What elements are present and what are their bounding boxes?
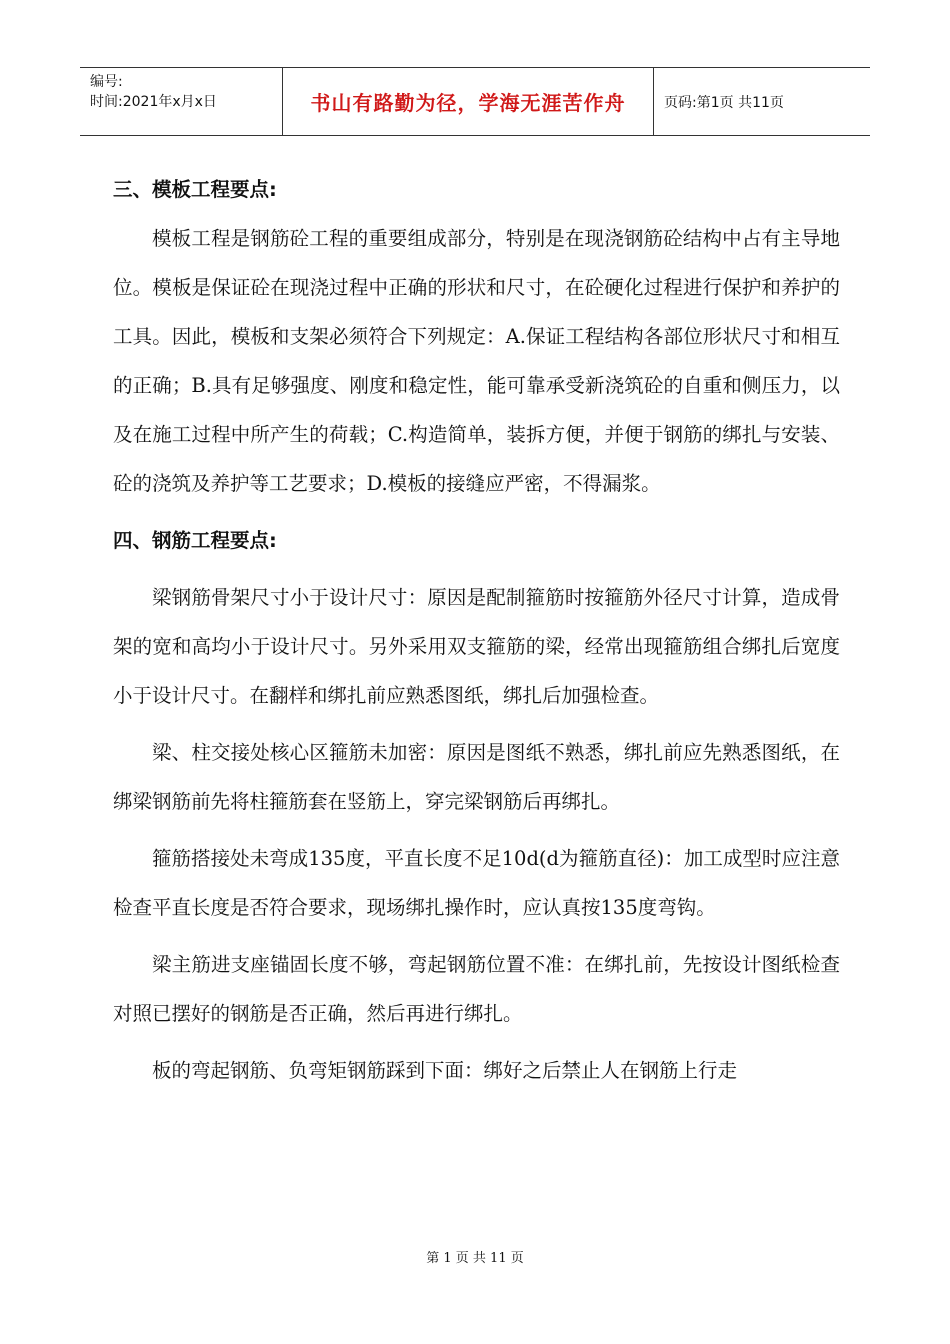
- header-motto: 书山有路勤为径，学海无涯苦作舟: [282, 68, 654, 135]
- header-meta: [80, 68, 282, 135]
- page-header: [80, 67, 870, 136]
- rebar-paragraph-4: 梁主筋进支座锚固长度不够，弯起钢筋位置不准：在绑扎前，先按设计图纸检查对照已摆好的钢筋是否正确，然后再进行绑扎。: [113, 953, 840, 1025]
- document-body: [113, 165, 840, 1095]
- section-heading-formwork: 三、模板工程要点:: [113, 178, 277, 201]
- rebar-paragraph-1: 梁钢筋骨架尺寸小于设计尺寸：原因是配制箍筋时按箍筋外径尺寸计算，造成骨架的宽和高均小于设计尺寸。另外采用双支箍筋的梁，经常出现箍筋组合绑扎后宽度小于设计尺寸。在翻样和绑扎前应熟悉图纸，绑扎后加强检查。: [113, 586, 840, 707]
- document-time-label: 时间:2021年x月x日: [90, 94, 217, 110]
- page-footer: 第 1 页 共 11 页: [426, 1251, 524, 1266]
- rebar-paragraph-2: 梁、柱交接处核心区箍筋未加密：原因是图纸不熟悉，绑扎前应先熟悉图纸，在绑梁钢筋前先将柱箍筋套在竖筋上，穿完梁钢筋后再绑扎。: [113, 741, 840, 813]
- formwork-paragraph: 模板工程是钢筋砼工程的重要组成部分，特别是在现浇钢筋砼结构中占有主导地位。模板是保证砼在现浇过程中正确的形状和尺寸，在砼硬化过程进行保护和养护的工具。因此，模板和支架必须符合下列规定：A.保证工程结构各部位形状尺寸和相互的正确；B.具有足够强度、刚度和稳定性，能可靠承受新浇筑砼的自重和侧压力，以及在施工过程中所产生的荷载；C.构造简单，装拆方便，并便于钢筋的绑扎与安装、砼的浇筑及养护等工艺要求；D.模板的接缝应严密，不得漏浆。: [113, 227, 840, 495]
- section-heading-rebar: 四、钢筋工程要点:: [113, 529, 277, 552]
- document-number-label: 编号:: [90, 74, 123, 90]
- rebar-paragraph-3: 箍筋搭接处未弯成135度，平直长度不足10d(d为箍筋直径)：加工成型时应注意检查平直长度是否符合要求，现场绑扎操作时，应认真按135度弯钩。: [113, 847, 840, 919]
- rebar-paragraph-5: 板的弯起钢筋、负弯矩钢筋踩到下面：绑好之后禁止人在钢筋上行走: [152, 1059, 738, 1082]
- header-page-info: 页码:第1页 共11页: [664, 94, 784, 111]
